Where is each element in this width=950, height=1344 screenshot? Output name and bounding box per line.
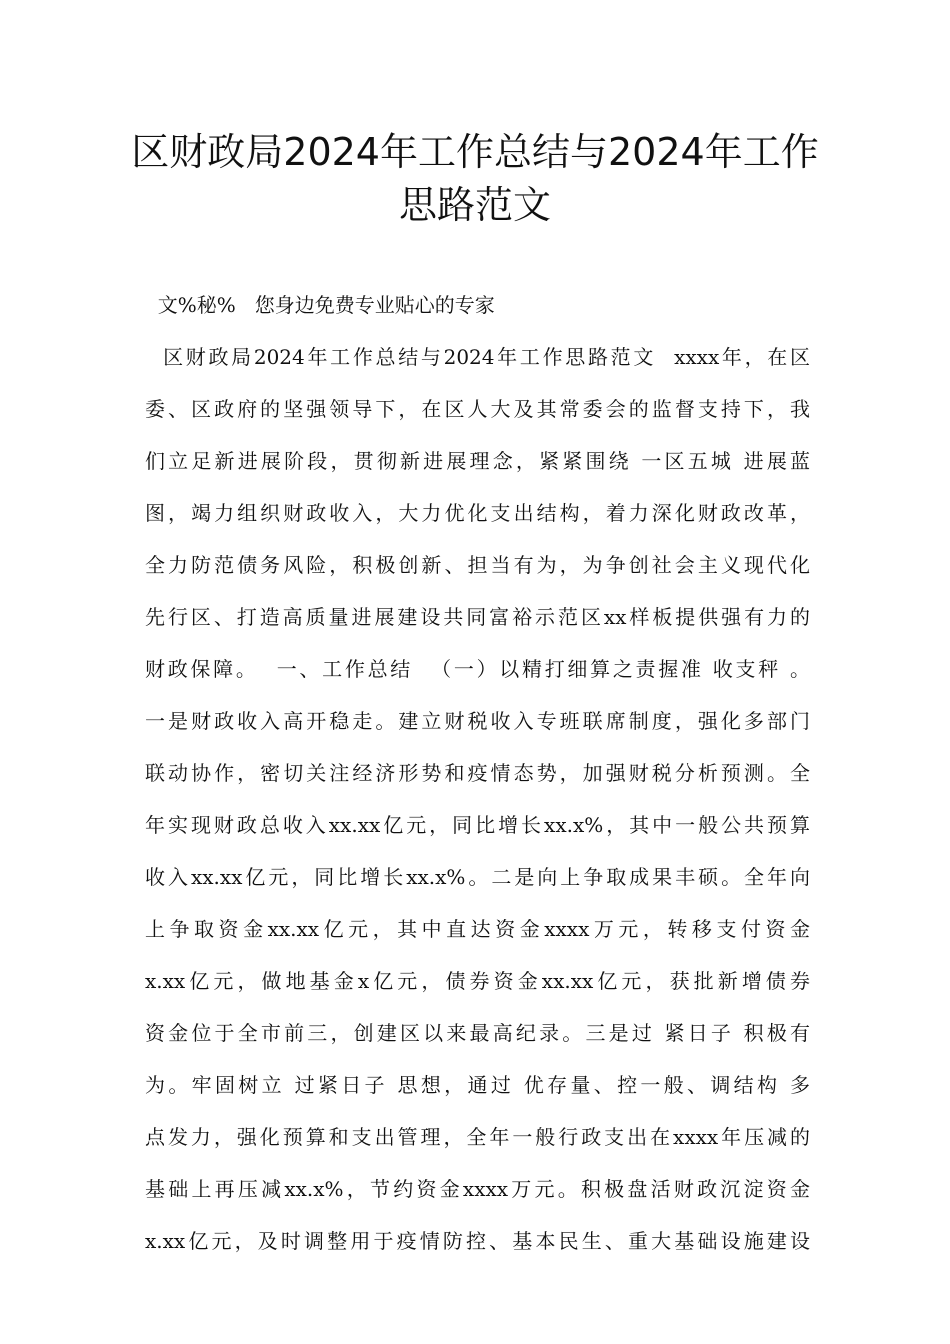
body-line: 图，竭力组织财政收入，大力优化支出结构，着力深化财政改革， bbox=[145, 501, 810, 525]
body-line: 区财政局2024年工作总结与2024年工作思路范文 xxxx年，在区 bbox=[145, 345, 810, 369]
header-slogan-line: 文%秘% 您身边免费专业贴心的专家 bbox=[145, 293, 495, 317]
body-line: x.xx亿元，做地基金x亿元，债券资金xx.xx亿元，获批新增债券 bbox=[145, 969, 810, 993]
body-line: 年实现财政总收入xx.xx亿元，同比增长xx.x%，其中一般公共预算 bbox=[145, 813, 810, 837]
body-line: 委、区政府的坚强领导下，在区人大及其常委会的监督支持下，我 bbox=[145, 397, 810, 421]
body-line: 一是财政收入高开稳走。建立财税收入专班联席制度，强化多部门 bbox=[145, 709, 810, 733]
body-line: 收入xx.xx亿元，同比增长xx.x%。二是向上争取成果丰硕。全年向 bbox=[145, 865, 810, 889]
body-line: 联动协作，密切关注经济形势和疫情态势，加强财税分析预测。全 bbox=[145, 761, 810, 785]
document-title: 区财政局2024年工作总结与2024年工作思路范文 bbox=[131, 130, 819, 227]
body-line: 为。牢固树立 过紧日子 思想，通过 优存量、控一般、调结构 多 bbox=[145, 1073, 810, 1097]
body-line: 们立足新进展阶段，贯彻新进展理念，紧紧围绕 一区五城 进展蓝 bbox=[145, 449, 810, 473]
body-line: x.xx亿元，及时调整用于疫情防控、基本民生、重大基础设施建设 bbox=[145, 1229, 810, 1253]
body-line: 点发力，强化预算和支出管理，全年一般行政支出在xxxx年压减的 bbox=[145, 1125, 810, 1149]
body-line: 财政保障。 一、工作总结 （一）以精打细算之责握准 收支秤 。 bbox=[145, 657, 810, 681]
body-line: 上争取资金xx.xx亿元，其中直达资金xxxx万元，转移支付资金 bbox=[145, 917, 810, 941]
body-line: 资金位于全市前三，创建区以来最高纪录。三是过 紧日子 积极有 bbox=[145, 1021, 810, 1045]
document-body bbox=[145, 279, 810, 1267]
body-line: 基础上再压减xx.x%，节约资金xxxx万元。积极盘活财政沉淀资金 bbox=[145, 1177, 810, 1201]
body-line: 先行区、打造高质量进展建设共同富裕示范区xx样板提供强有力的 bbox=[145, 605, 810, 629]
body-line: 全力防范债务风险，积极创新、担当有为，为争创社会主义现代化 bbox=[145, 553, 810, 577]
